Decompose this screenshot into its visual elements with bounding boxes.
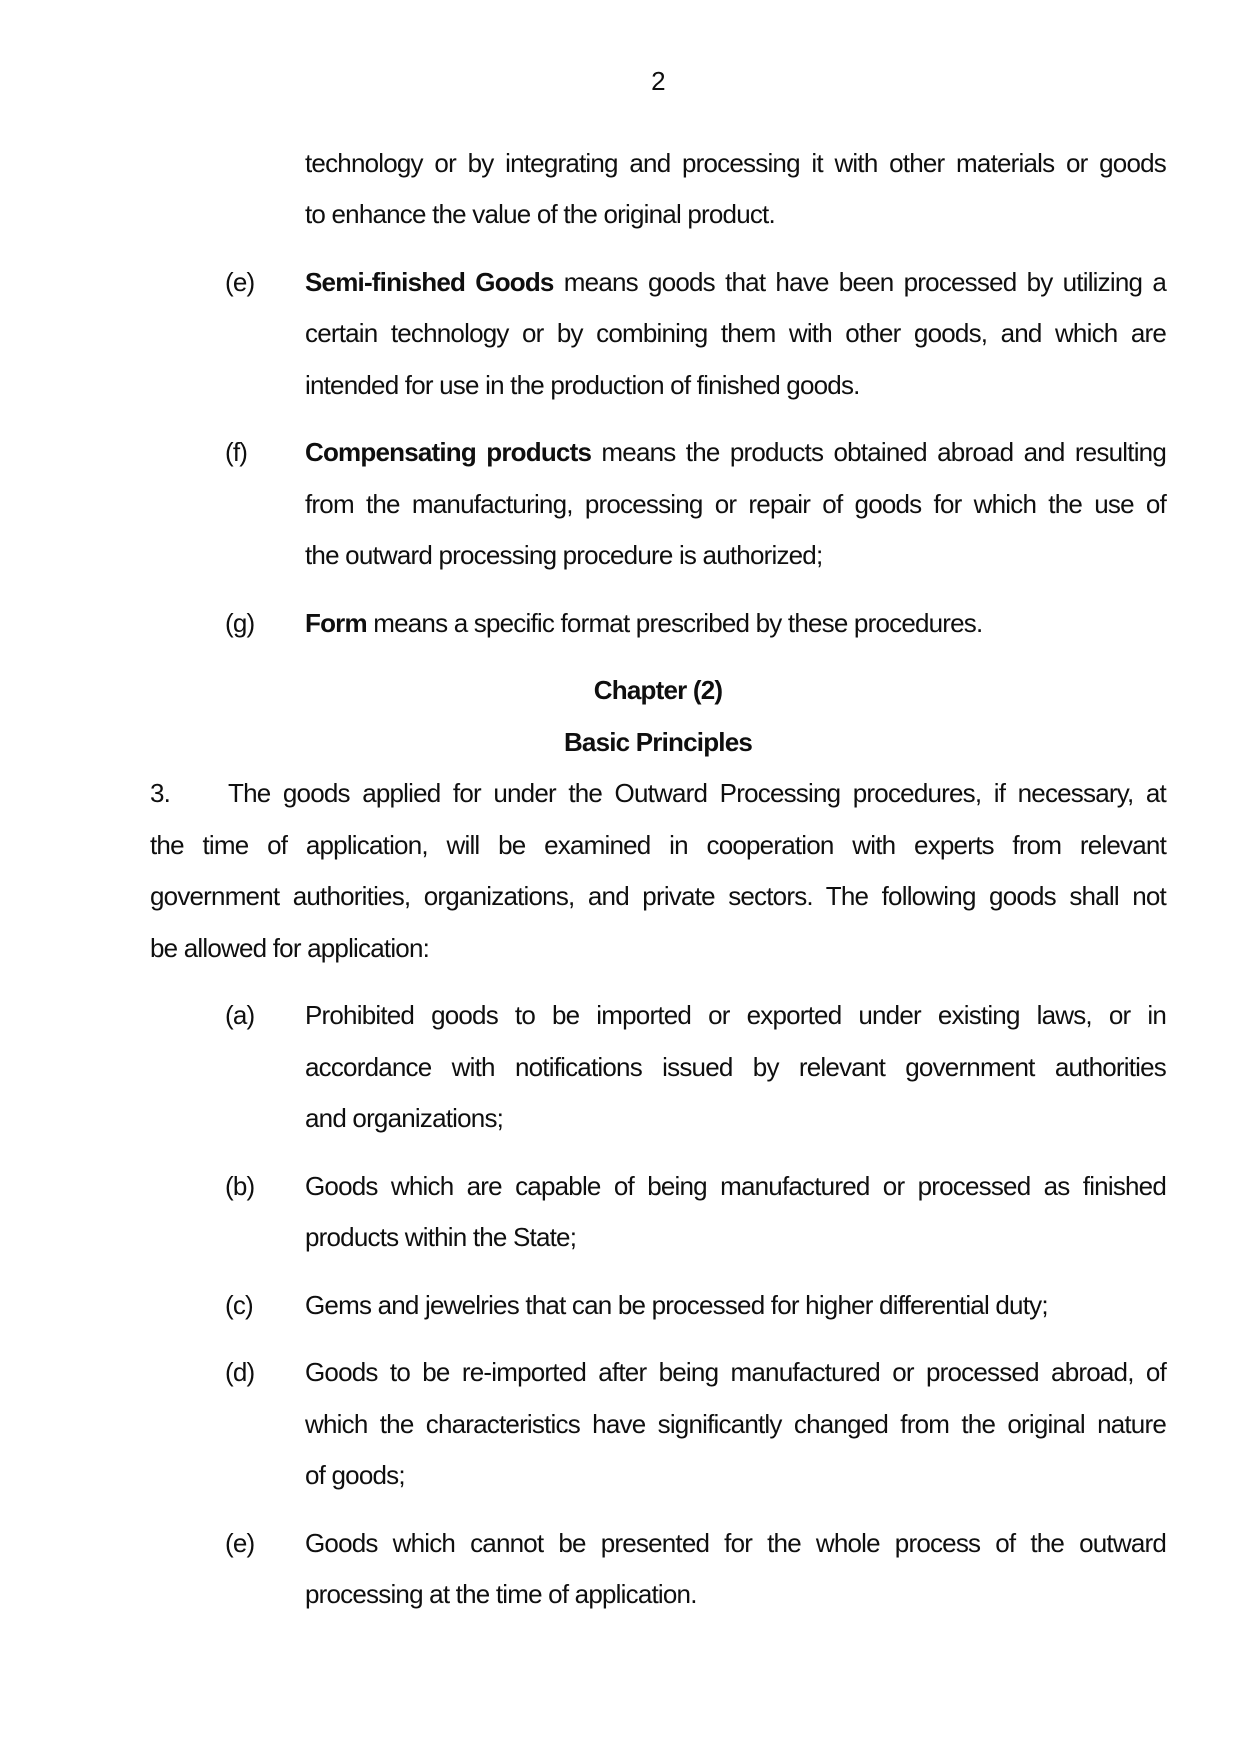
section-text: The goods applied for under the Outward Processing procedures, if necessary, at: [228, 778, 1166, 808]
text-line: certain technology or by combining them with other goods, and which are: [305, 318, 1166, 348]
section-text-lines: [150, 820, 1166, 975]
text-line: [150, 768, 1166, 820]
text-line: of goods;: [305, 1460, 405, 1490]
text-line: intended for use in the production of finished goods.: [305, 369, 860, 400]
text-line: Gems and jewelries that can be processed for higher differential duty;: [305, 1289, 1048, 1320]
text-line: [305, 427, 1166, 479]
page-content: [150, 0, 1166, 1621]
list-item-d: [225, 1347, 1166, 1502]
text-line: government authorities, organizations, and private sectors. The following goods shall not: [150, 881, 1166, 911]
item-text: [305, 1280, 1166, 1332]
item-label: (d): [225, 1357, 255, 1387]
definition-text: means a specific format prescribed by these procedures.: [366, 607, 983, 638]
definition-text: means the products obtained abroad and resulting: [591, 437, 1166, 467]
item-text: [305, 1161, 1166, 1264]
text-line: the time of application, will be examined in cooperation with experts from relevant: [150, 829, 1166, 860]
definition-item-g: [225, 598, 1166, 650]
text-line: and organizations;: [305, 1103, 504, 1133]
chapter-heading: Chapter (2): [593, 675, 723, 705]
text-line: the outward processing procedure is authorized;: [305, 540, 823, 570]
text-line: Goods which are capable of being manufactured or processed as finished: [305, 1170, 1166, 1201]
definition-text-lines: [305, 308, 1166, 411]
item-text: [305, 427, 1166, 582]
text-line: Goods which cannot be presented for the whole process of the outward: [305, 1527, 1166, 1558]
text-line: processing at the time of application.: [305, 1579, 697, 1609]
chapter-subheading: Basic Principles: [563, 726, 753, 757]
definition-item-f: [225, 427, 1166, 582]
item-label: (b): [225, 1170, 255, 1201]
page-number: 2: [651, 66, 665, 96]
item-label: (f): [225, 437, 248, 467]
definition-term: Semi-finished Goods: [305, 266, 554, 297]
definition-term: Compensating products: [305, 437, 592, 467]
text-line: Prohibited goods to be imported or exported under existing laws, or in: [305, 1000, 1166, 1030]
text-line: to enhance the value of the original product.: [305, 199, 775, 229]
text-line: from the manufacturing, processing or repair of goods for which the use of: [305, 488, 1166, 519]
item-label: (a): [225, 1000, 255, 1030]
item-label: (g): [225, 607, 255, 638]
text-line: [305, 257, 1166, 309]
list-item-e: [225, 1518, 1166, 1621]
text-line: which the characteristics have significantly changed from the original nature: [305, 1408, 1166, 1439]
text-line: products within the State;: [305, 1222, 577, 1252]
item-text: [305, 1518, 1166, 1621]
text-line: Goods to be re-imported after being manufactured or processed abroad, of: [305, 1357, 1166, 1387]
text-line: technology or by integrating and processing it with other materials or goods: [305, 147, 1166, 178]
definition-text-lines: [305, 479, 1166, 582]
item-text: [305, 990, 1166, 1145]
definition-item-e: [225, 257, 1166, 412]
list-item-b: [225, 1161, 1166, 1264]
item-text: [305, 598, 1166, 650]
continuation-paragraph: [305, 138, 1166, 241]
list-item-a: [225, 990, 1166, 1145]
text-line: [305, 598, 1166, 650]
section-number: 3.: [150, 778, 171, 808]
item-label: (c): [225, 1289, 253, 1320]
text-line: accordance with notifications issued by relevant government authorities: [305, 1051, 1166, 1082]
text-line: be allowed for application:: [150, 932, 430, 963]
definition-term: Form: [305, 607, 367, 638]
item-label: (e): [225, 266, 255, 297]
list-item-c: [225, 1280, 1166, 1332]
item-label: (e): [225, 1527, 255, 1558]
section-3-paragraph: [150, 768, 1166, 974]
item-text: [305, 257, 1166, 412]
definition-text: means goods that have been processed by utilizing a: [553, 266, 1167, 297]
item-text: [305, 1347, 1166, 1502]
